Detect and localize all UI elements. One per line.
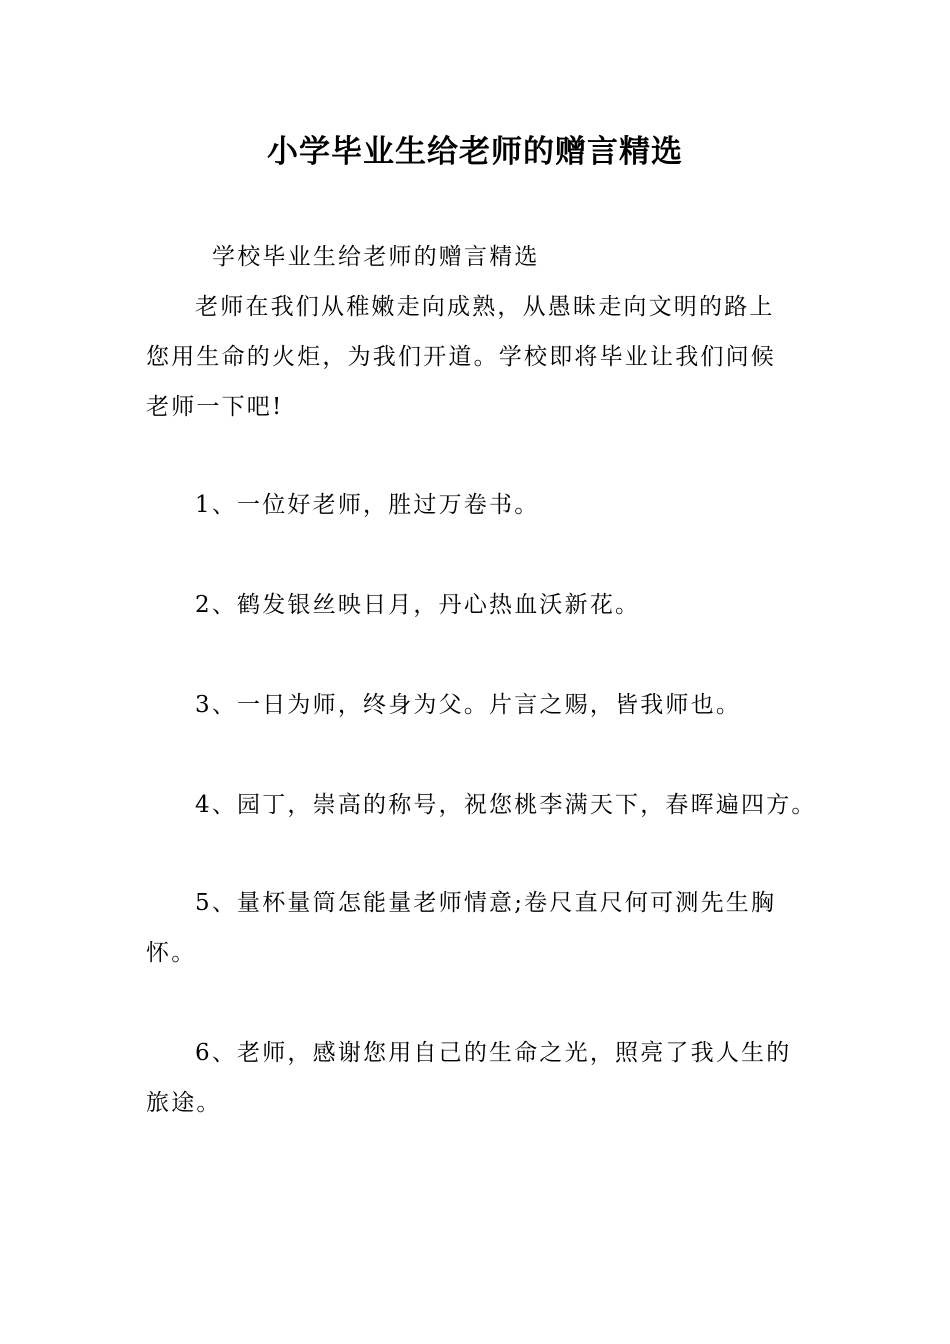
list-item-6-line-1: 6、老师，感谢您用自己的生命之光，照亮了我人生的 xyxy=(195,1040,792,1066)
intro-line-1: 老师在我们从稚嫩走向成熟，从愚昧走向文明的路上 xyxy=(195,294,775,320)
list-item-1: 1、一位好老师，胜过万卷书。 xyxy=(195,492,540,518)
subtitle-line: 学校毕业生给老师的赠言精选 xyxy=(212,244,540,270)
intro-line-2: 您用生命的火炬，为我们开道。学校即将毕业让我们问候 xyxy=(146,344,776,370)
document-title: 小学毕业生给老师的赠言精选 xyxy=(267,134,683,170)
list-item-4: 4、园丁，崇高的称号，祝您桃李满天下，春晖遍四方。 xyxy=(195,792,817,818)
list-item-6-line-2: 旅途。 xyxy=(146,1090,222,1116)
list-item-5-line-2: 怀。 xyxy=(146,940,197,966)
list-item-5-line-1: 5、量杯量筒怎能量老师情意;卷尺直尺何可测先生胸 xyxy=(195,890,777,916)
list-item-2: 2、鹤发银丝映日月，丹心热血沃新花。 xyxy=(195,592,641,618)
list-item-3: 3、一日为师，终身为父。片言之赐，皆我师也。 xyxy=(195,692,742,718)
intro-line-3: 老师一下吧! xyxy=(146,394,284,420)
